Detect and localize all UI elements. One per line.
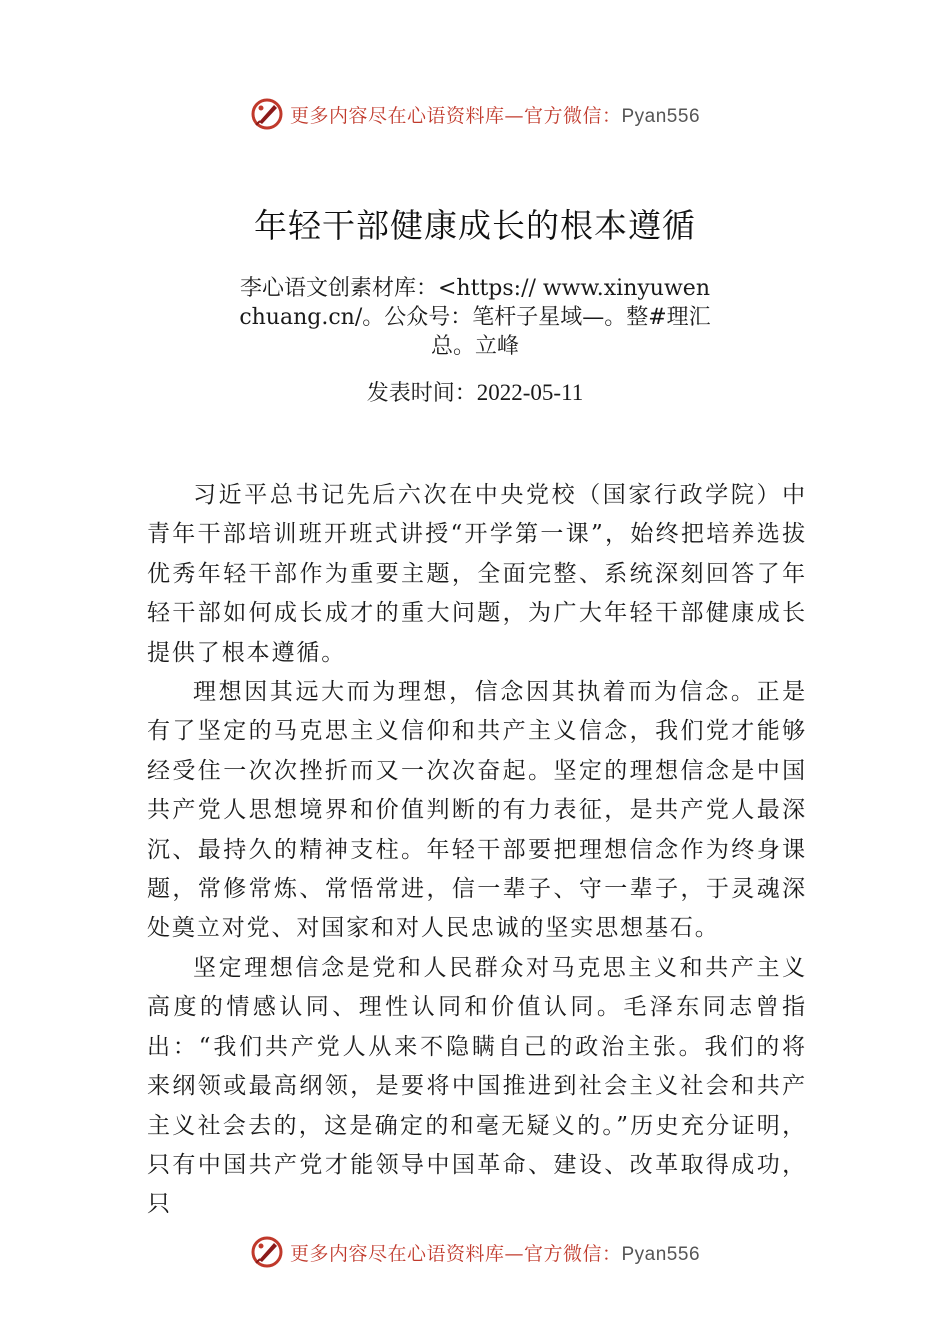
banner-wechat-id: Pyan556 [621, 1243, 701, 1265]
paragraph: 习近平总书记先后六次在中央党校（国家行政学院）中青年干部培训班开班式讲授“开学第一课”，始终把培养选拔优秀年轻干部作为重要主题，全面完整、系统深刻回答了年轻干部如何成长成才的重大问题，为广大年轻干部健康成长提供了根本遵循。 [147, 482, 807, 666]
article-source: 李心语文创素材库：<https:// www.xinyuwenchuang.cn/。公众号：笔杆子星域—。整#理汇总。立峰 [239, 276, 711, 359]
banner-content [250, 1235, 700, 1269]
publish-date [0, 376, 950, 407]
banner-slogan: 更多内容尽在心语资料库—官方微信： [289, 1242, 622, 1265]
banner-content [250, 97, 700, 131]
banner-text [290, 1239, 700, 1266]
banner-text [290, 101, 700, 128]
article-body [147, 476, 807, 1225]
date-value: 2022-05-11 [476, 380, 584, 405]
date-label: 发表时间： [366, 381, 477, 406]
quill-pen-logo-icon [250, 97, 284, 131]
paragraph: 坚定理想信念是党和人民群众对马克思主义和共产主义高度的情感认同、理性认同和价值认同。毛泽东同志曾指出：“我们共产党人从来不隐瞒自己的政治主张。我们的将来纲领或最高纲领，是要将中国推进到社会主义社会和共产主义社会去的，这是确定的和毫无疑义的。”历史充分证明，只有中国共产党才能领导中国革命、建设、改革取得成功，只 [147, 954, 807, 1218]
banner-slogan: 更多内容尽在心语资料库—官方微信： [289, 104, 622, 127]
paragraph: 理想因其远大而为理想，信念因其执着而为信念。正是有了坚定的马克思主义信仰和共产主义信念，我们党才能够经受住一次次挫折而又一次次奋起。坚定的理想信念是中国共产党人思想境界和价值判断的有力表征，是共产党人最深沉、最持久的精神支柱。年轻干部要把理想信念作为终身课题，常修常炼、常悟常进，信一辈子、守一辈子，于灵魂深处奠立对党、对国家和对人民忠诚的坚实思想基石。 [147, 679, 807, 942]
quill-pen-logo-icon [250, 1235, 284, 1269]
banner-wechat-id: Pyan556 [621, 105, 701, 127]
watermark-banner-top [0, 94, 950, 134]
article-title: 年轻干部健康成长的根本遵循 [254, 206, 696, 245]
watermark-banner-bottom [0, 1232, 950, 1272]
